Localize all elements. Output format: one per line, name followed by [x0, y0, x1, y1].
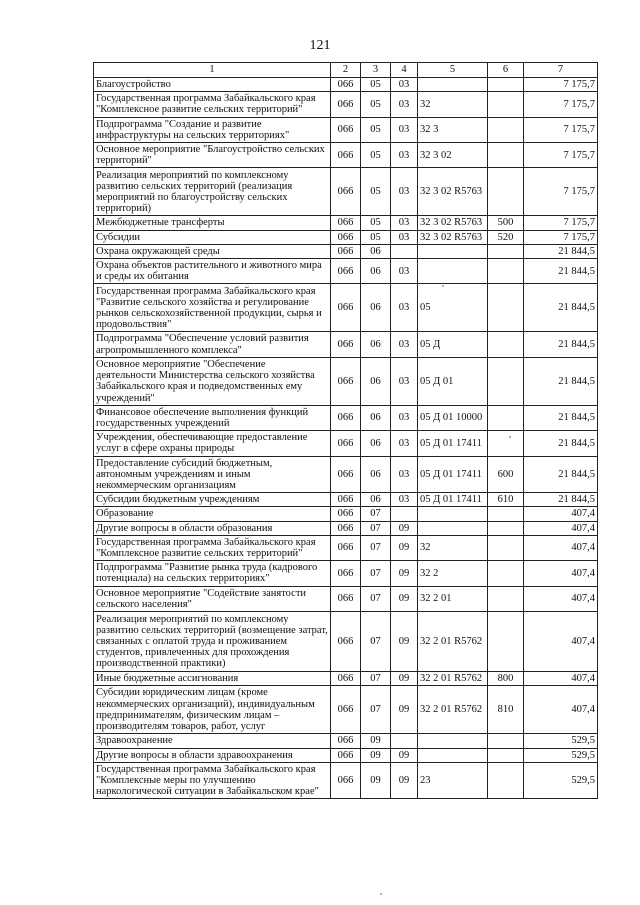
row-name-cell: Подпрограмма "Обеспечение условий развития агропромышленного комплекса"	[94, 332, 331, 357]
row-subsection-cell: 09	[391, 748, 418, 762]
row-name-cell: Благоустройство	[94, 78, 331, 92]
header-col-2: 2	[331, 63, 361, 78]
row-amount-cell: 21 844,5	[524, 332, 598, 357]
row-section-cell: 05	[361, 143, 391, 168]
row-subsection-cell	[391, 507, 418, 521]
table-row	[94, 672, 598, 686]
row-amount-cell: 21 844,5	[524, 431, 598, 456]
row-target-cell: 32 2	[418, 561, 488, 586]
row-subsection-cell	[391, 244, 418, 258]
row-code-cell: 066	[331, 561, 361, 586]
row-target-cell: 32 3 02 R5763	[418, 168, 488, 216]
row-target-cell: 32	[418, 92, 488, 117]
row-expense-type-cell	[488, 561, 524, 586]
row-expense-type-cell	[488, 357, 524, 405]
table-row	[94, 230, 598, 244]
table-row	[94, 259, 598, 284]
row-target-cell: 32 3 02 R5763	[418, 216, 488, 230]
row-name-cell: Учреждения, обеспечивающие предоставление услуг в сфере охраны природы	[94, 431, 331, 456]
row-amount-cell: 407,4	[524, 586, 598, 611]
table-row	[94, 168, 598, 216]
row-expense-type-cell	[488, 284, 524, 332]
row-section-cell: 09	[361, 748, 391, 762]
table-row	[94, 284, 598, 332]
row-subsection-cell: 03	[391, 143, 418, 168]
row-section-cell: 05	[361, 92, 391, 117]
row-name-cell: Реализация мероприятий по комплексному развитию сельских территорий (реализация мероприятий по благоустройству сельских территорий)	[94, 168, 331, 216]
row-amount-cell: 529,5	[524, 734, 598, 748]
row-code-cell: 066	[331, 762, 361, 799]
row-name-cell: Иные бюджетные ассигнования	[94, 672, 331, 686]
row-amount-cell: 529,5	[524, 748, 598, 762]
row-subsection-cell	[391, 734, 418, 748]
row-name-cell: Охрана объектов растительного и животного мира и среды их обитания	[94, 259, 331, 284]
row-amount-cell: 407,4	[524, 561, 598, 586]
row-section-cell: 07	[361, 672, 391, 686]
row-target-cell	[418, 507, 488, 521]
row-subsection-cell: 03	[391, 259, 418, 284]
row-section-cell: 06	[361, 405, 391, 430]
row-target-cell	[418, 244, 488, 258]
row-amount-cell: 21 844,5	[524, 493, 598, 507]
header-col-5: 5	[418, 63, 488, 78]
row-amount-cell: 21 844,5	[524, 357, 598, 405]
row-code-cell: 066	[331, 507, 361, 521]
header-col-4: 4	[391, 63, 418, 78]
row-name-cell: Реализация мероприятий по комплексному развитию сельских территорий (возмещение затрат, связанных с оплатой труда и проживанием студентов, привлеченных для прохождения производственной практики)	[94, 612, 331, 672]
row-expense-type-cell: 800	[488, 672, 524, 686]
row-code-cell: 066	[331, 216, 361, 230]
row-section-cell: 06	[361, 357, 391, 405]
row-amount-cell: 407,4	[524, 612, 598, 672]
row-name-cell: Субсидии юридическим лицам (кроме некоммерческих организаций), индивидуальным предпринимателям, физическим лицам – производителям товаров, работ, услуг	[94, 686, 331, 734]
row-target-cell: 32 2 01 R5762	[418, 686, 488, 734]
row-expense-type-cell	[488, 117, 524, 142]
row-expense-type-cell	[488, 405, 524, 430]
row-name-cell: Предоставление субсидий бюджетным, автономным учреждениям и иным некоммерческим организациям	[94, 456, 331, 493]
row-target-cell: 32 2 01	[418, 586, 488, 611]
row-expense-type-cell: 810	[488, 686, 524, 734]
row-expense-type-cell	[488, 143, 524, 168]
row-expense-type-cell	[488, 612, 524, 672]
row-name-cell: Субсидии	[94, 230, 331, 244]
table-row	[94, 748, 598, 762]
row-amount-cell: 7 175,7	[524, 168, 598, 216]
row-subsection-cell: 03	[391, 357, 418, 405]
row-code-cell: 066	[331, 259, 361, 284]
row-target-cell: 05 Д 01 17411	[418, 456, 488, 493]
table-row	[94, 612, 598, 672]
row-section-cell: 06	[361, 284, 391, 332]
table-row	[94, 586, 598, 611]
row-code-cell: 066	[331, 734, 361, 748]
row-subsection-cell: 03	[391, 493, 418, 507]
row-target-cell: 05	[418, 284, 488, 332]
row-expense-type-cell	[488, 748, 524, 762]
table-row	[94, 92, 598, 117]
row-name-cell: Образование	[94, 507, 331, 521]
row-target-cell	[418, 734, 488, 748]
row-code-cell: 066	[331, 672, 361, 686]
row-section-cell: 05	[361, 168, 391, 216]
table-row	[94, 561, 598, 586]
row-subsection-cell: 09	[391, 521, 418, 535]
row-amount-cell: 7 175,7	[524, 78, 598, 92]
row-amount-cell: 407,4	[524, 535, 598, 560]
row-code-cell: 066	[331, 431, 361, 456]
row-code-cell: 066	[331, 535, 361, 560]
row-target-cell: 32 2 01 R5762	[418, 612, 488, 672]
table-row	[94, 521, 598, 535]
row-section-cell: 05	[361, 117, 391, 142]
row-target-cell: 05 Д 01 10000	[418, 405, 488, 430]
row-expense-type-cell: 520	[488, 230, 524, 244]
row-section-cell: 07	[361, 686, 391, 734]
row-name-cell: Основное мероприятие "Благоустройство сельских территорий"	[94, 143, 331, 168]
row-name-cell: Основное мероприятие "Содействие занятости сельского населения"	[94, 586, 331, 611]
row-subsection-cell: 03	[391, 405, 418, 430]
row-expense-type-cell	[488, 431, 524, 456]
row-target-cell: 05 Д	[418, 332, 488, 357]
row-code-cell: 066	[331, 244, 361, 258]
row-subsection-cell: 03	[391, 284, 418, 332]
row-subsection-cell: 03	[391, 230, 418, 244]
row-section-cell: 05	[361, 78, 391, 92]
row-subsection-cell: 03	[391, 168, 418, 216]
table-row	[94, 535, 598, 560]
row-name-cell: Государственная программа Забайкальского края "Развитие сельского хозяйства и регулирование рынков сельскохозяйственной продукции, сырья и продовольствия"	[94, 284, 331, 332]
row-expense-type-cell	[488, 521, 524, 535]
scan-speck	[380, 893, 382, 895]
row-name-cell: Межбюджетные трансферты	[94, 216, 331, 230]
row-code-cell: 066	[331, 405, 361, 430]
row-section-cell: 06	[361, 244, 391, 258]
row-code-cell: 066	[331, 168, 361, 216]
row-expense-type-cell	[488, 332, 524, 357]
table-row	[94, 686, 598, 734]
row-expense-type-cell	[488, 92, 524, 117]
row-amount-cell: 7 175,7	[524, 143, 598, 168]
row-subsection-cell: 03	[391, 92, 418, 117]
row-section-cell: 07	[361, 612, 391, 672]
row-subsection-cell: 03	[391, 117, 418, 142]
row-section-cell: 09	[361, 734, 391, 748]
row-section-cell: 06	[361, 456, 391, 493]
row-subsection-cell: 09	[391, 686, 418, 734]
row-amount-cell: 21 844,5	[524, 405, 598, 430]
row-code-cell: 066	[331, 117, 361, 142]
row-code-cell: 066	[331, 612, 361, 672]
row-code-cell: 066	[331, 521, 361, 535]
row-expense-type-cell	[488, 734, 524, 748]
row-target-cell: 32	[418, 535, 488, 560]
table-row	[94, 493, 598, 507]
row-name-cell: Государственная программа Забайкальского края "Комплексное развитие сельских территорий"	[94, 535, 331, 560]
header-col-6: 6	[488, 63, 524, 78]
table-row	[94, 216, 598, 230]
row-section-cell: 07	[361, 535, 391, 560]
scan-speck	[509, 436, 511, 438]
row-amount-cell: 529,5	[524, 762, 598, 799]
row-expense-type-cell	[488, 78, 524, 92]
row-section-cell: 06	[361, 332, 391, 357]
row-name-cell: Другие вопросы в области образования	[94, 521, 331, 535]
table-row	[94, 117, 598, 142]
row-section-cell: 07	[361, 561, 391, 586]
row-name-cell: Основное мероприятие "Обеспечение деятельности Министерства сельского хозяйства Забайкальского края и подведомственных ему учреждений"	[94, 357, 331, 405]
row-target-cell: 23	[418, 762, 488, 799]
row-target-cell	[418, 78, 488, 92]
row-expense-type-cell	[488, 507, 524, 521]
row-code-cell: 066	[331, 230, 361, 244]
row-target-cell: 05 Д 01	[418, 357, 488, 405]
row-subsection-cell: 09	[391, 561, 418, 586]
row-section-cell: 05	[361, 230, 391, 244]
row-amount-cell: 407,4	[524, 686, 598, 734]
row-code-cell: 066	[331, 332, 361, 357]
row-amount-cell: 21 844,5	[524, 284, 598, 332]
row-name-cell: Подпрограмма "Развитие рынка труда (кадрового потенциала) на сельских территориях"	[94, 561, 331, 586]
row-amount-cell: 7 175,7	[524, 117, 598, 142]
row-expense-type-cell	[488, 586, 524, 611]
row-expense-type-cell: 600	[488, 456, 524, 493]
row-section-cell: 09	[361, 762, 391, 799]
table-row	[94, 507, 598, 521]
row-target-cell	[418, 521, 488, 535]
row-name-cell: Государственная программа Забайкальского края "Комплексное развитие сельских территорий"	[94, 92, 331, 117]
row-subsection-cell: 03	[391, 78, 418, 92]
table-row	[94, 762, 598, 799]
row-amount-cell: 7 175,7	[524, 230, 598, 244]
page-number: 121	[309, 38, 331, 53]
row-code-cell: 066	[331, 143, 361, 168]
row-name-cell: Субсидии бюджетным учреждениям	[94, 493, 331, 507]
row-target-cell	[418, 748, 488, 762]
row-target-cell: 05 Д 01 17411	[418, 431, 488, 456]
table-row	[94, 357, 598, 405]
row-subsection-cell: 09	[391, 535, 418, 560]
row-target-cell: 32 3 02 R5763	[418, 230, 488, 244]
row-code-cell: 066	[331, 92, 361, 117]
header-col-7: 7	[524, 63, 598, 78]
row-expense-type-cell	[488, 535, 524, 560]
row-amount-cell: 21 844,5	[524, 456, 598, 493]
row-section-cell: 07	[361, 507, 391, 521]
row-subsection-cell: 09	[391, 762, 418, 799]
row-section-cell: 07	[361, 521, 391, 535]
row-expense-type-cell: 610	[488, 493, 524, 507]
row-subsection-cell: 03	[391, 456, 418, 493]
row-amount-cell: 7 175,7	[524, 216, 598, 230]
header-col-3: 3	[361, 63, 391, 78]
row-subsection-cell: 03	[391, 431, 418, 456]
row-expense-type-cell: 500	[488, 216, 524, 230]
table-row	[94, 405, 598, 430]
row-expense-type-cell	[488, 762, 524, 799]
row-name-cell: Охрана окружающей среды	[94, 244, 331, 258]
row-name-cell: Здравоохранение	[94, 734, 331, 748]
row-subsection-cell: 09	[391, 586, 418, 611]
row-subsection-cell: 03	[391, 332, 418, 357]
row-amount-cell: 407,4	[524, 672, 598, 686]
row-target-cell	[418, 259, 488, 284]
row-subsection-cell: 09	[391, 672, 418, 686]
row-code-cell: 066	[331, 493, 361, 507]
row-target-cell: 32 3 02	[418, 143, 488, 168]
row-code-cell: 066	[331, 357, 361, 405]
table-row	[94, 143, 598, 168]
row-amount-cell: 7 175,7	[524, 92, 598, 117]
row-code-cell: 066	[331, 456, 361, 493]
row-section-cell: 06	[361, 259, 391, 284]
row-section-cell: 05	[361, 216, 391, 230]
row-name-cell: Государственная программа Забайкальского края "Комплексные меры по улучшению наркологической ситуации в Забайкальском крае"	[94, 762, 331, 799]
row-name-cell: Финансовое обеспечение выполнения функций государственных учреждений	[94, 405, 331, 430]
row-subsection-cell: 09	[391, 612, 418, 672]
row-amount-cell: 407,4	[524, 507, 598, 521]
scan-speck	[442, 285, 444, 287]
row-expense-type-cell	[488, 168, 524, 216]
table-header-row	[94, 63, 598, 78]
row-code-cell: 066	[331, 748, 361, 762]
row-expense-type-cell	[488, 259, 524, 284]
row-subsection-cell: 03	[391, 216, 418, 230]
table-row	[94, 78, 598, 92]
row-amount-cell: 21 844,5	[524, 259, 598, 284]
header-col-1: 1	[94, 63, 331, 78]
row-name-cell: Подпрограмма "Создание и развитие инфраструктуры на сельских территориях"	[94, 117, 331, 142]
row-section-cell: 07	[361, 586, 391, 611]
budget-table	[93, 62, 598, 799]
row-amount-cell: 407,4	[524, 521, 598, 535]
table-row	[94, 734, 598, 748]
table-row	[94, 244, 598, 258]
row-code-cell: 066	[331, 78, 361, 92]
row-code-cell: 066	[331, 586, 361, 611]
row-code-cell: 066	[331, 284, 361, 332]
row-target-cell: 32 3	[418, 117, 488, 142]
row-amount-cell: 21 844,5	[524, 244, 598, 258]
table-row	[94, 332, 598, 357]
table-row	[94, 431, 598, 456]
table-row	[94, 456, 598, 493]
row-section-cell: 06	[361, 431, 391, 456]
row-target-cell: 32 2 01 R5762	[418, 672, 488, 686]
row-section-cell: 06	[361, 493, 391, 507]
row-name-cell: Другие вопросы в области здравоохранения	[94, 748, 331, 762]
row-code-cell: 066	[331, 686, 361, 734]
row-expense-type-cell	[488, 244, 524, 258]
row-target-cell: 05 Д 01 17411	[418, 493, 488, 507]
